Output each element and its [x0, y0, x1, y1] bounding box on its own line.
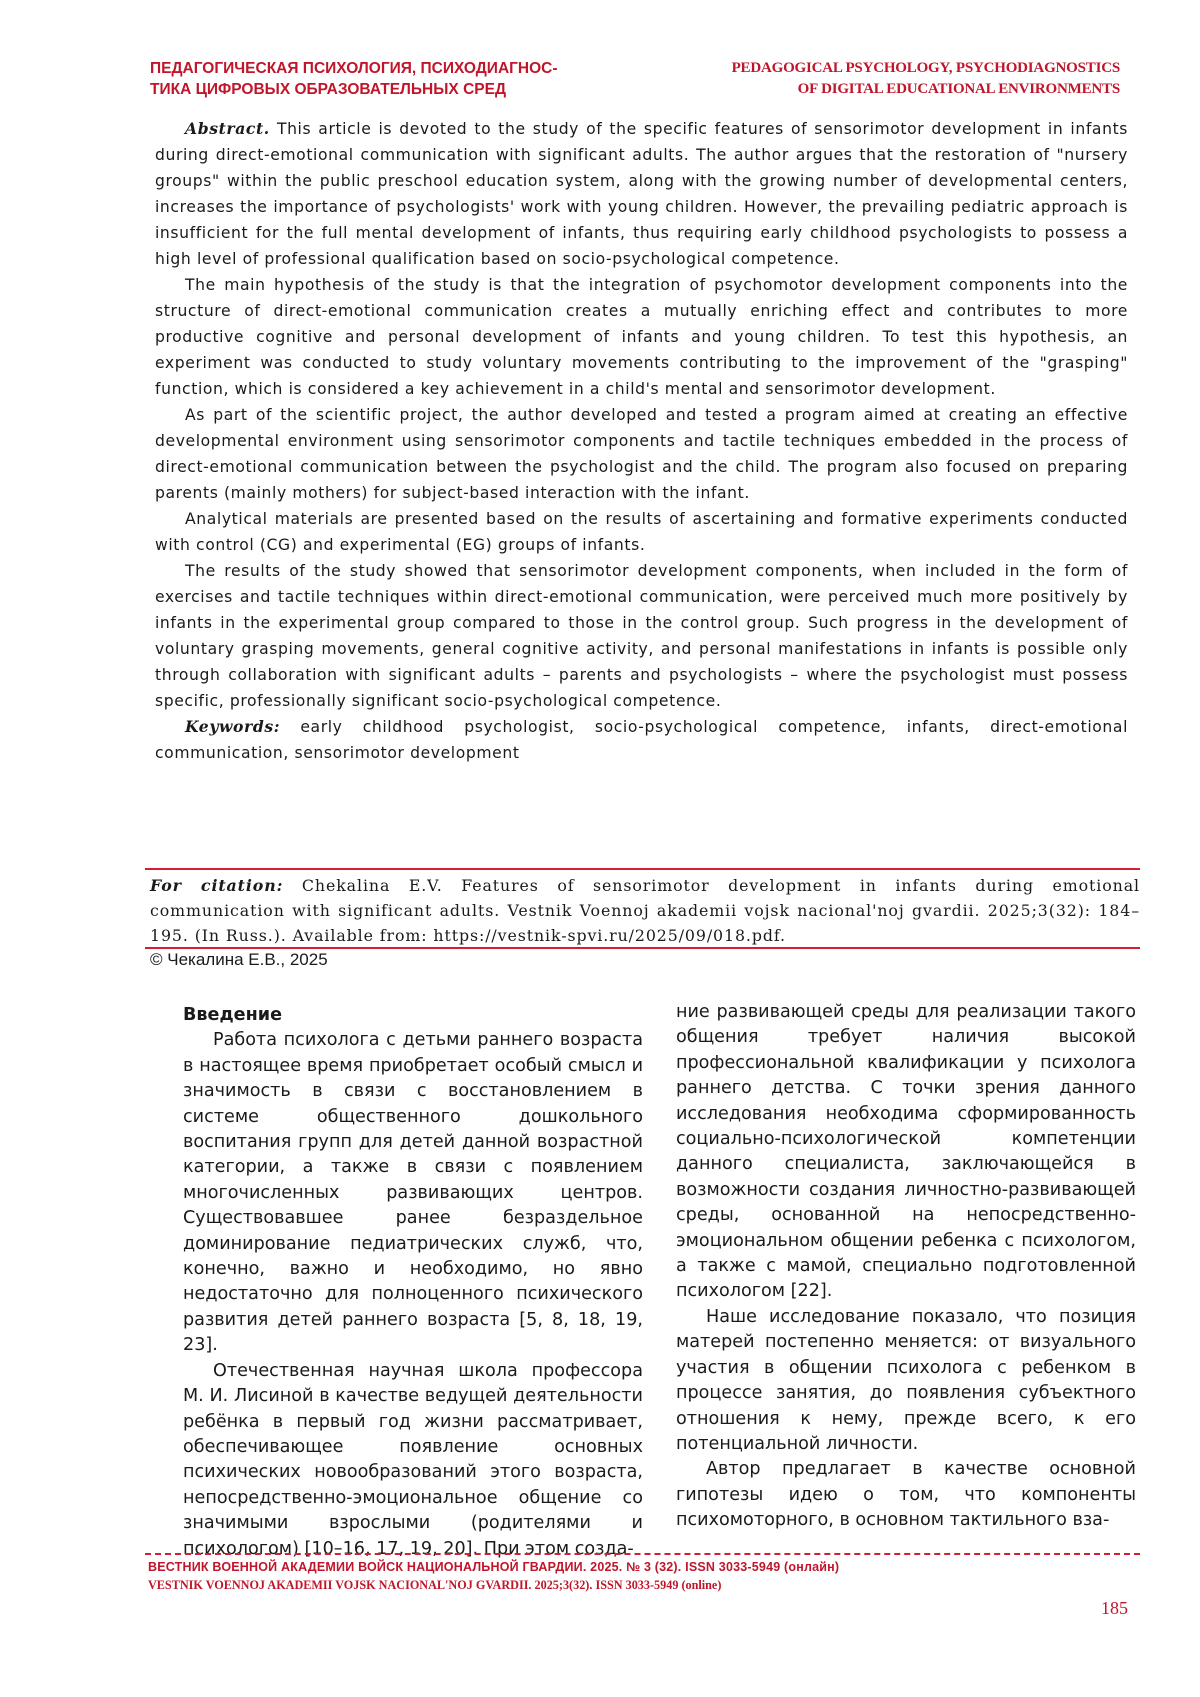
- body-paragraph: Отечественная научная школа профессора М. И. Лисиной в качестве ведущей деятельности ребёнка в первый год жизни рассматривает, обеспечивающее появление основных психических новообразований этого возраста, непосредственно-эмоциональное общение со значимыми взрослыми (родителями и психологом) [10–16, 17, 19, 20]. При этом созда-: [183, 1360, 643, 1559]
- running-header-en: [640, 58, 1120, 100]
- abstract: [155, 116, 1128, 766]
- keywords-text: early childhood psychologist, socio-psychological competence, infants, direct-emotional communication, sensorimotor development: [155, 718, 1128, 762]
- keywords: [155, 714, 1128, 766]
- citation-bottom-rule: [145, 947, 1140, 949]
- body-paragraph: ние развивающей среды для реализации такого общения требует наличия высокой профессиональной квалификации у психолога раннего детства. С точки зрения данного исследования необходима сформированность социально-психологической компетенции данного специалиста, заключающейся в возможности создания личностно-развивающей среды, основанной на непосредственно-эмоциональном общении ребенка с психологом, а также с мамой, специально подготовленной психологом [22].: [676, 1002, 1136, 1302]
- body-paragraph: Автор предлагает в качестве основной гипотезы идею о том, что компоненты психомоторного, в основном тактильного вза-: [676, 1459, 1136, 1531]
- header-left-line1: ПЕДАГОГИЧЕСКАЯ ПСИХОЛОГИЯ, ПСИХОДИАГНОС-: [150, 60, 558, 77]
- abstract-paragraph-1: [155, 116, 1128, 272]
- running-header-ru: [150, 58, 650, 100]
- abstract-paragraph-2: The main hypothesis of the study is that the integration of psychomotor development components into the structure of direct-emotional communication creates a mutually enriching effect and contributes to more productive cognitive and personal development of infants and young children. To test this hypothesis, an experiment was conducted to study voluntary movements contributing to the improvement of the "grasping" function, which is considered a key achievement in a child's mental and sensorimotor development.: [155, 276, 1128, 398]
- citation-text: Chekalina E.V. Features of sensorimotor development in infants during emotional communication with significant adults. Vestnik Voennoj akademii vojsk nacional'noj gvardii. 2025;3(32): 184–195. (In Russ.). Available from: https://vestnik-spvi.ru/2025/09/018.pdf.: [150, 876, 1140, 945]
- footer-journal-ru: ВЕСТНИК ВОЕННОЙ АКАДЕМИИ ВОЙСК НАЦИОНАЛЬНОЙ ГВАРДИИ. 2025. № 3 (32). ISSN 3033-5949 (онлайн): [148, 1560, 840, 1574]
- abstract-text-1: This article is devoted to the study of the specific features of sensorimotor development in infants during direct-emotional communication with significant adults. The author argues that the restoration of "nursery groups" within the public preschool education system, along with the growing number of developmental centers, increases the importance of psychologists' work with young children. However, the prevailing pediatric approach is insufficient for the full mental development of infants, thus requiring early childhood psychologists to possess a high level of professional qualification based on socio-psychological competence.: [155, 120, 1129, 268]
- footer-dashed-rule: [145, 1553, 1140, 1555]
- copyright: © Чекалина Е.В., 2025: [150, 950, 328, 969]
- body-paragraph: Наше исследование показало, что позиция матерей постепенно меняется: от визуального участия в общении психолога с ребенком в процессе занятия, до появления субъектного отношения к нему, прежде всего, к его потенциальной личности.: [676, 1306, 1136, 1454]
- header-right-line1: PEDAGOGICAL PSYCHOLOGY, PSYCHODIAGNOSTICS: [731, 60, 1120, 76]
- citation-label: For citation:: [150, 876, 284, 895]
- abstract-paragraph-4: Analytical materials are presented based on the results of ascertaining and formative experiments conducted with control (CG) and experimental (EG) groups of infants.: [155, 510, 1128, 554]
- footer-journal-en: VESTNIK VOENNOJ AKADEMII VOJSK NACIONAL'NOJ GVARDII. 2025;3(32). ISSN 3033-5949 (online): [148, 1578, 722, 1592]
- abstract-paragraph-3: As part of the scientific project, the author developed and tested a program aimed at creating an effective developmental environment using sensorimotor components and tactile techniques embedded in the process of direct-emotional communication between the psychologist and the child. The program also focused on preparing parents (mainly mothers) for subject-based interaction with the infant.: [155, 406, 1128, 502]
- page-number: 185: [1101, 1598, 1128, 1618]
- body-column-right: [676, 1000, 1136, 1534]
- citation-top-rule: [145, 868, 1140, 870]
- body-column-left: [183, 1003, 643, 1562]
- abstract-label: Abstract.: [185, 119, 270, 138]
- abstract-paragraph-5: The results of the study showed that sensorimotor development components, when included in the form of exercises and tactile techniques within direct-emotional communication, were perceived much more positively by infants in the experimental group compared to those in the control group. Such progress in the development of voluntary grasping movements, general cognitive activity, and personal manifestations in infants is possible only through collaboration with significant adults – parents and psychologists – where the psychologist must possess specific, professionally significant socio-psychological competence.: [155, 562, 1128, 710]
- citation-block: [150, 873, 1140, 948]
- keywords-label: Keywords:: [185, 717, 281, 736]
- header-left-line2: ТИКА ЦИФРОВЫХ ОБРАЗОВАТЕЛЬНЫХ СРЕД: [150, 81, 506, 98]
- body-paragraph: Работа психолога с детьми раннего возраста в настоящее время приобретает особый смысл и значимость в связи с восстановлением в системе общественного дошкольного воспитания групп для детей данной возрастной категории, а также в связи с появлением многочисленных развивающих центров. Существовавшее ранее безраздельное доминирование педиатрических служб, что, конечно, важно и необходимо, но явно недостаточно для полноценного психического развития детей раннего возраста [5, 8, 18, 19, 23].: [183, 1030, 643, 1356]
- header-right-line2: OF DIGITAL EDUCATIONAL ENVIRONMENTS: [797, 81, 1120, 97]
- section-heading: Введение: [183, 1005, 283, 1025]
